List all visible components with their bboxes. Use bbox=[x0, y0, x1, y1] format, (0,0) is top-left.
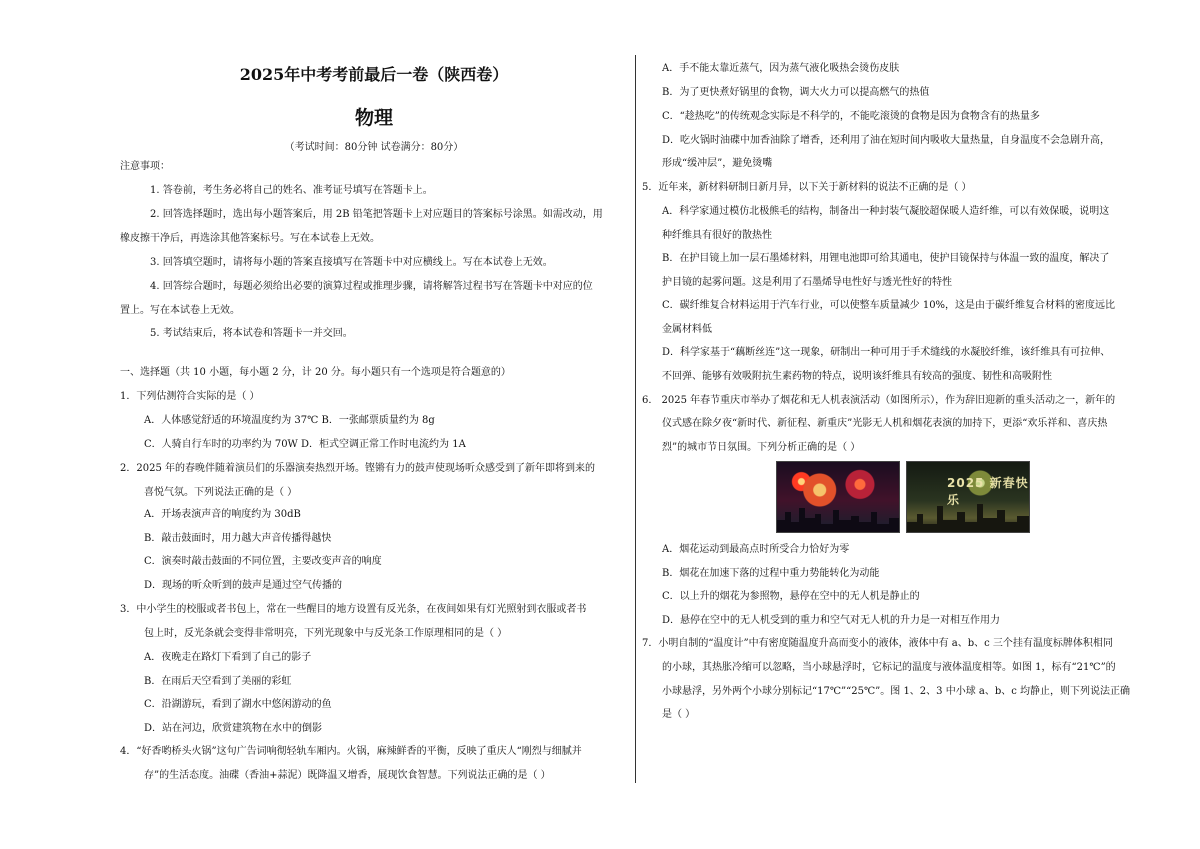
q4-option-c: C．“趁热吃”的传统观念实际是不科学的，不能吃滚烫的食物是因为食物含有的热量多 bbox=[662, 111, 1040, 122]
q5-option-a-cont: 种纤维具有很好的散热性 bbox=[662, 230, 772, 241]
question-7-cont: 的小球，其热胀冷缩可以忽略，当小球悬浮时，它标记的温度与液体温度相等。如图 1，标有“21℃”的 bbox=[662, 662, 1116, 673]
q5-option-b-cont: 护目镜的起雾问题。这是利用了石墨烯导电性好与透光性好的特性 bbox=[662, 277, 952, 288]
city-skyline-icon bbox=[907, 502, 1029, 532]
q1-options: A．人体感觉舒适的环境温度约为 37℃ B．一张邮票质量约为 8g bbox=[144, 415, 435, 426]
q2-option-b: B．敲击鼓面时，用力越大声音传播得越快 bbox=[144, 533, 332, 544]
q6-option-c: C．以上升的烟花为参照物，悬停在空中的无人机是静止的 bbox=[662, 591, 920, 602]
question-7-cont: 小球悬浮，另外两个小球分别标记“17℃”“25℃”。图 1、2、3 中小球 a、b、c 均静止，则下列说法正确 bbox=[662, 686, 1131, 697]
question-7: 7．小明自制的“温度计”中有密度随温度升高而变小的液体，液体中有 a、b、c 三个挂有温度标牌体积相同 bbox=[642, 638, 1113, 649]
question-2: 2．2025 年的春晚伴随着演员们的乐器演奏热烈开场。铿锵有力的鼓声使现场听众感受到了新年即将到来的 bbox=[120, 463, 595, 474]
q2-option-c: C．演奏时敲击鼓面的不同位置，主要改变声音的响度 bbox=[144, 556, 382, 567]
question-1: 1．下列估测符合实际的是（ ） bbox=[120, 391, 260, 402]
q5-option-d: D．科学家基于“藕断丝连”这一现象，研制出一种可用于手术缝线的水凝胶纤维，该纤维具有可拉伸、 bbox=[662, 347, 1111, 358]
city-skyline-icon bbox=[777, 502, 899, 532]
q4-option-d-cont: 形成“缓冲层”，避免烫嘴 bbox=[662, 158, 773, 169]
exam-info: （考试时间：80分钟 试卷满分：80分） bbox=[284, 142, 464, 153]
q4-option-a: A．手不能太靠近蒸气，因为蒸气液化吸热会烫伤皮肤 bbox=[662, 63, 900, 74]
q5-option-c-cont: 金属材料低 bbox=[662, 324, 712, 335]
q3-option-c: C．沿湖游玩，看到了湖水中悠闲游动的鱼 bbox=[144, 699, 332, 710]
question-5: 5．近年来，新材料研制日新月异，以下关于新材料的说法不正确的是（ ） bbox=[642, 182, 972, 193]
q3-option-a: A．夜晚走在路灯下看到了自己的影子 bbox=[144, 652, 312, 663]
q5-option-b: B．在护目镜上加一层石墨烯材料，用锂电池即可给其通电，使护目镜保持与体温一致的温度，解决了 bbox=[662, 253, 1110, 264]
q5-option-a: A．科学家通过模仿北极熊毛的结构，制备出一种封装气凝胶超保暖人造纤维，可以有效保暖，说明这 bbox=[662, 206, 1110, 217]
q2-option-d: D．现场的听众听到的鼓声是通过空气传播的 bbox=[144, 580, 343, 591]
question-4: 4．“好香哟桥头火锅”这句广告词响彻轻轨车厢内。火锅，麻辣鲜香的平衡，反映了重庆人“刚烈与细腻并 bbox=[120, 746, 582, 757]
q5-option-c: C．碳纤维复合材料运用于汽车行业，可以使整车质量减少 10%，这是由于碳纤维复合材料的密度远比 bbox=[662, 300, 1116, 311]
question-7-cont: 是（ ） bbox=[662, 709, 696, 720]
question-3: 3．中小学生的校服或者书包上，常在一些醒目的地方设置有反光条，在夜间如果有灯光照射到衣服或者书 bbox=[120, 604, 587, 615]
q5-option-d-cont: 不回弹、能够有效吸附抗生素药物的特点，说明该纤维具有较高的强度、韧性和高吸附性 bbox=[662, 371, 1052, 382]
drone-caption: 2025 新春快乐 bbox=[947, 476, 1029, 507]
q4-option-d: D．吃火锅时油碟中加香油除了增香，还利用了油在短时间内吸收大量热量，自身温度不会急剧升高， bbox=[662, 135, 1111, 146]
question-2-cont: 喜悦气氛。下列说法正确的是（ ） bbox=[144, 487, 298, 498]
q6-option-b: B．烟花在加速下落的过程中重力势能转化为动能 bbox=[662, 568, 880, 579]
notice-line: 橡皮擦干净后，再选涂其他答案标号。写在本试卷上无效。 bbox=[120, 233, 380, 244]
fireworks-photo bbox=[776, 461, 900, 533]
question-6: 6． 2025 年春节重庆市举办了烟花和无人机表演活动（如图所示），作为辞旧迎新的重头活动之一，新年的 bbox=[642, 395, 1116, 406]
subject-title: 物理 bbox=[354, 107, 393, 129]
q1-options: C．人骑自行车时的功率约为 70W D．柜式空调正常工作时电流约为 1A bbox=[144, 439, 466, 450]
notice-line: 5. 考试结束后，将本试卷和答题卡一并交回。 bbox=[150, 328, 353, 339]
q2-option-a: A．开场表演声音的响度约为 30dB bbox=[144, 509, 301, 520]
notice-heading: 注意事项： bbox=[120, 161, 170, 172]
q3-option-b: B．在雨后天空看到了美丽的彩虹 bbox=[144, 676, 292, 687]
notice-line: 1. 答卷前，考生务必将自己的姓名、准考证号填写在答题卡上。 bbox=[150, 185, 433, 196]
q3-option-d: D．站在河边，欣赏建筑物在水中的倒影 bbox=[144, 723, 323, 734]
q6-option-a: A．烟花运动到最高点时所受合力恰好为零 bbox=[662, 544, 850, 555]
notice-line: 置上。写在本试卷上无效。 bbox=[120, 305, 240, 316]
q6-option-d: D．悬停在空中的无人机受到的重力和空气对无人机的升力是一对相互作用力 bbox=[662, 615, 1001, 626]
drone-show-photo bbox=[906, 461, 1030, 533]
notice-line: 4. 回答综合题时，每题必须给出必要的演算过程或推理步骤，请将解答过程书写在答题卡中对应的位 bbox=[150, 281, 593, 292]
notice-line: 3. 回答填空题时，请将每小题的答案直接填写在答题卡中对应横线上。写在本试卷上无效。 bbox=[150, 257, 553, 268]
section-heading: 一、选择题（共 10 小题，每小题 2 分，计 20 分。每小题只有一个选项是符合题意的） bbox=[120, 367, 511, 378]
notice-line: 2. 回答选择题时，选出每小题答案后，用 2B 铅笔把答题卡上对应题目的答案标号涂黑。如需改动，用 bbox=[150, 209, 603, 220]
question-3-cont: 包上时，反光条就会变得非常明亮，下列光现象中与反光条工作原理相同的是（ ） bbox=[144, 628, 508, 639]
question-4-cont: 存”的生活态度。油碟（香油+蒜泥）既降温又增香，展现饮食智慧。下列说法正确的是（ ） bbox=[144, 770, 551, 781]
question-6-cont: 烈”的城市节日氛围。下列分析正确的是（ ） bbox=[662, 442, 861, 453]
q4-option-b: B．为了更快煮好锅里的食物，调大火力可以提高燃气的热值 bbox=[662, 87, 930, 98]
question-6-cont: 仪式感在除夕夜“新时代、新征程、新重庆”光影无人机和烟花表演的加持下，更添“欢乐祥和、喜庆热 bbox=[662, 418, 1108, 429]
column-divider bbox=[635, 55, 636, 783]
exam-title: 2025年中考考前最后一卷（陕西卷） bbox=[239, 65, 509, 84]
